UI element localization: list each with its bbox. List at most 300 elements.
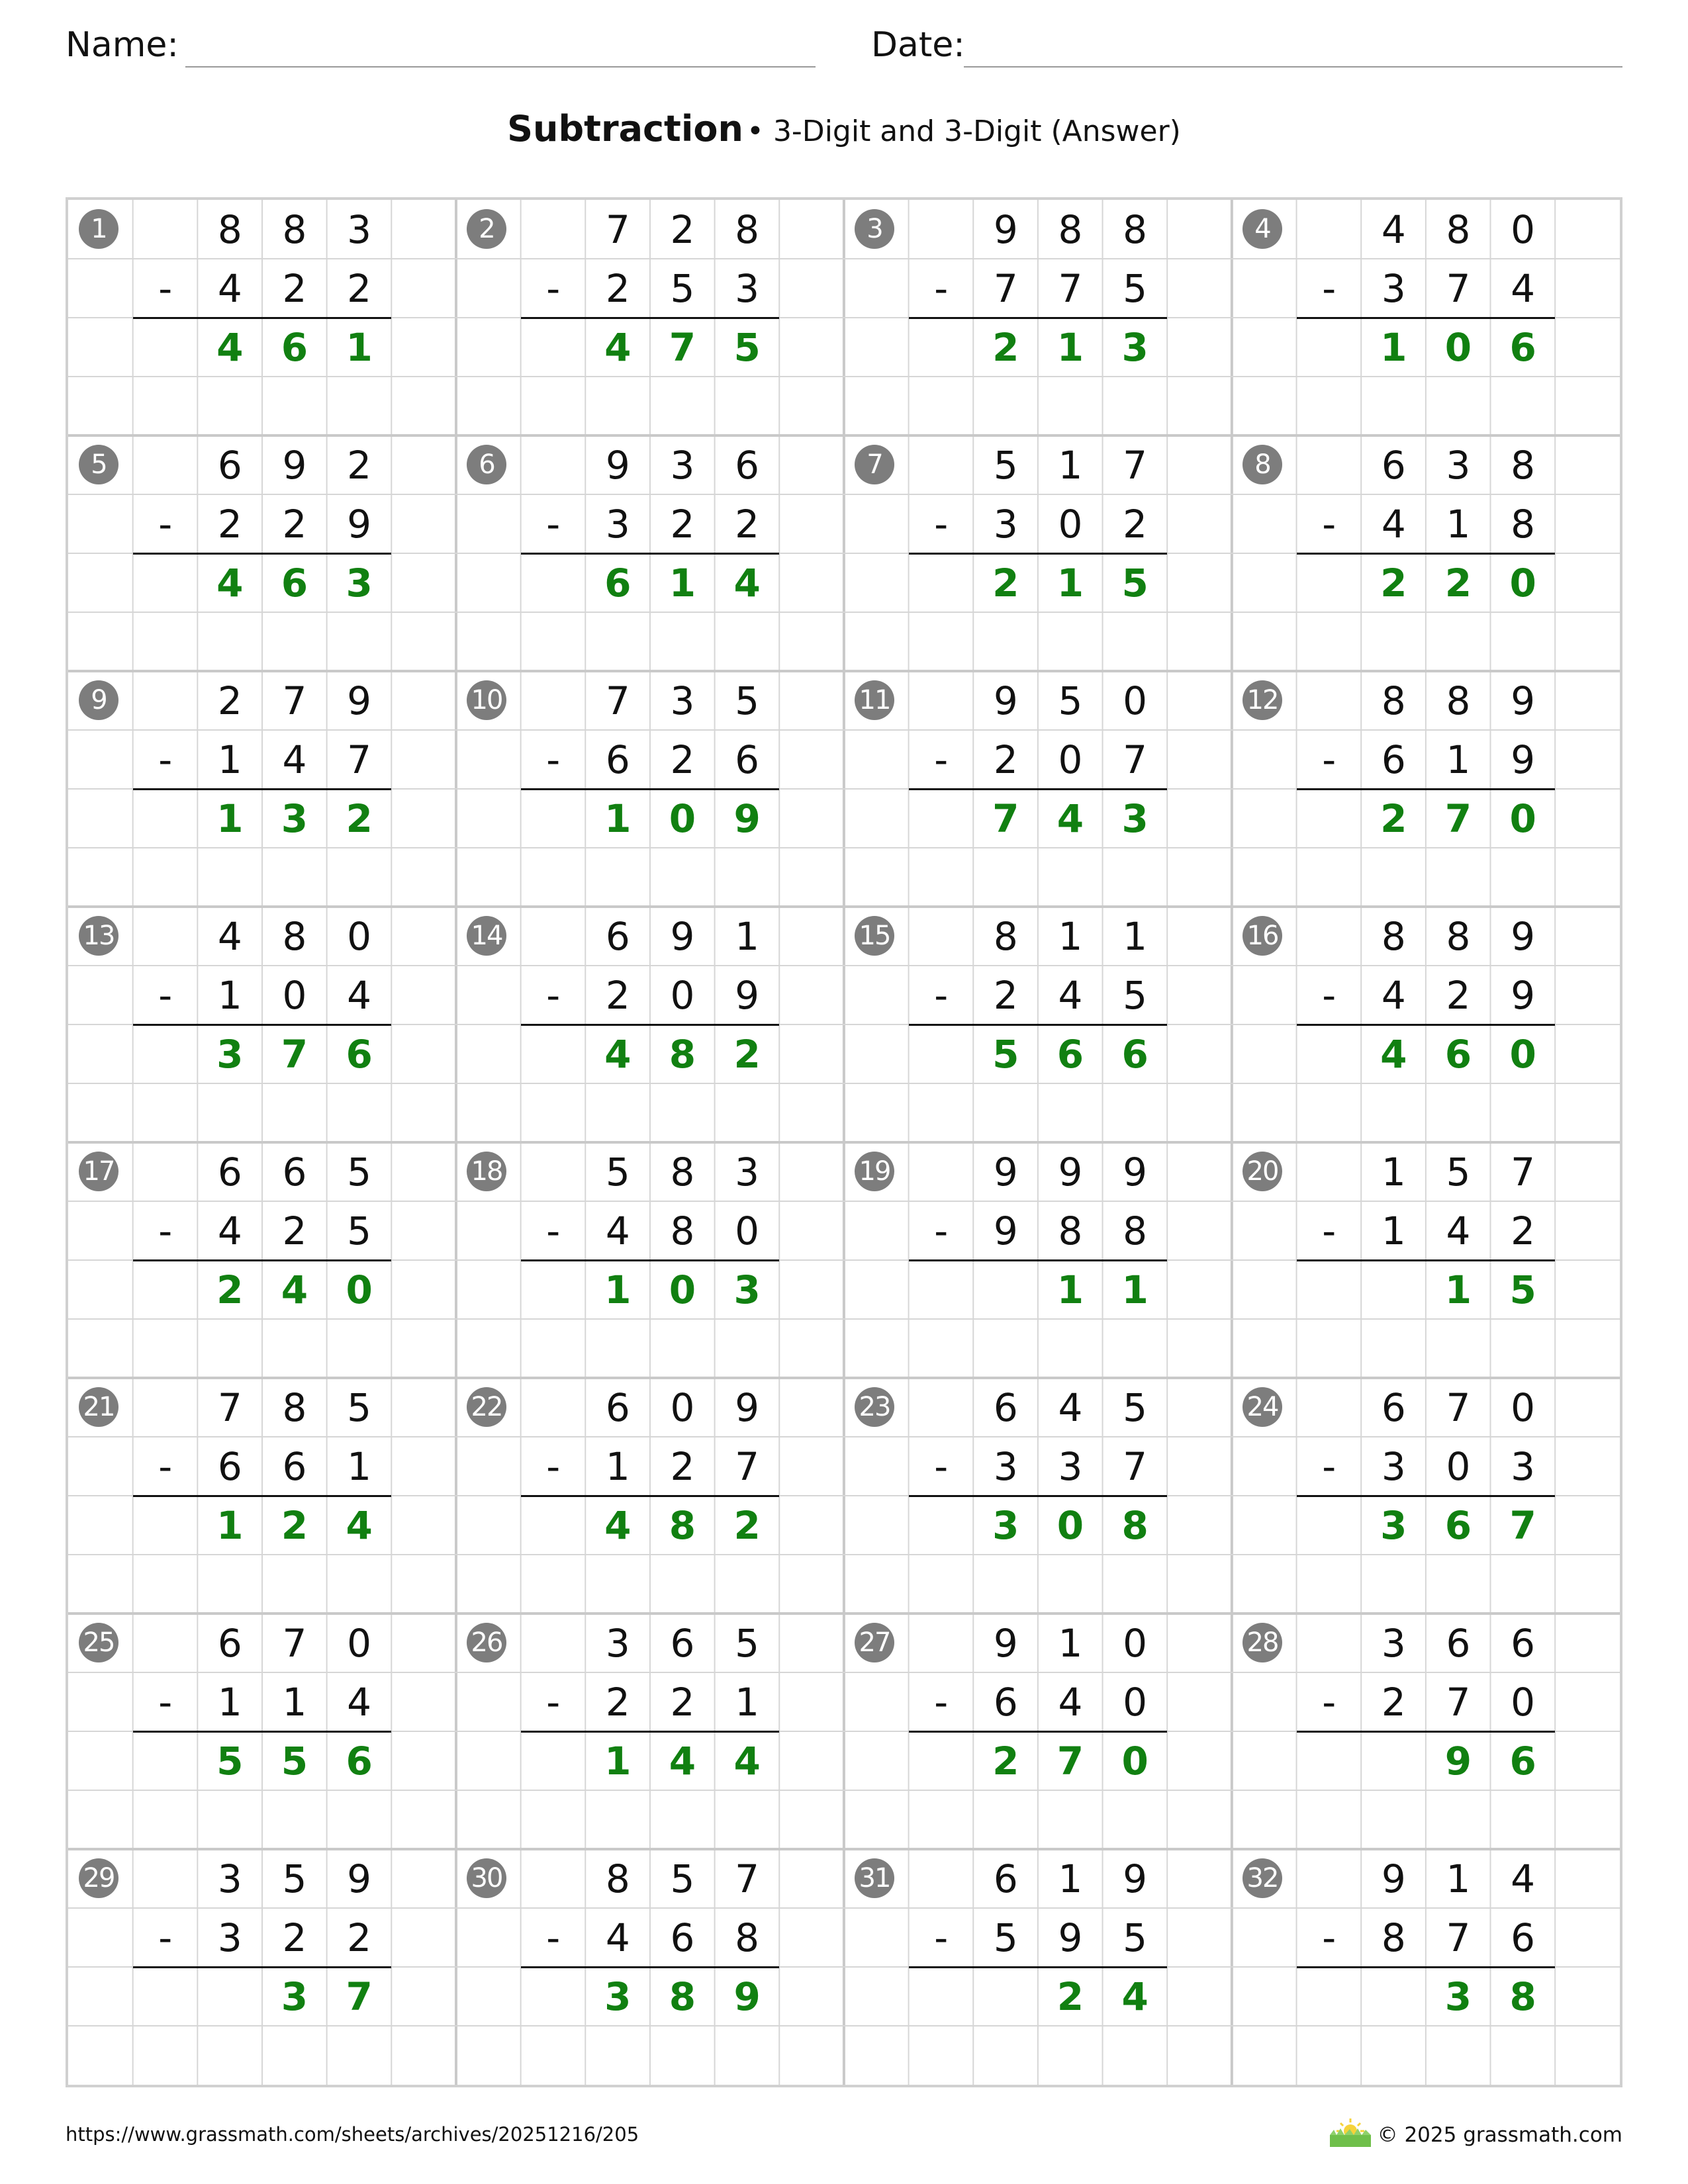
problem-number-badge: 22 xyxy=(467,1387,506,1427)
answer-digit: 1 xyxy=(1056,1267,1084,1312)
minuend-digit: 5 xyxy=(735,1620,760,1666)
minuend-digit: 0 xyxy=(1511,1385,1536,1430)
subtrahend-digit: 3 xyxy=(735,265,760,311)
answer-digit: 5 xyxy=(992,1031,1019,1077)
subtrahend-digit: 3 xyxy=(605,501,630,547)
minuend-digit: 9 xyxy=(282,442,307,488)
problem-number-badge: 14 xyxy=(467,916,506,956)
answer-digit: 4 xyxy=(604,324,632,370)
answer-digit: 3 xyxy=(216,1031,244,1077)
subtrahend-digit: 1 xyxy=(1381,1208,1406,1253)
minuend-digit: 7 xyxy=(1511,1149,1536,1195)
answer-digit: 4 xyxy=(1056,796,1084,841)
answer-digit: 5 xyxy=(1509,1267,1536,1312)
minus-sign: - xyxy=(1322,1208,1336,1253)
problem-number-badge: 18 xyxy=(467,1152,506,1191)
minuend-digit: 8 xyxy=(993,913,1018,959)
answer-digit: 6 xyxy=(346,1738,373,1784)
answer-rule xyxy=(521,1731,780,1733)
subtrahend-digit: 2 xyxy=(282,501,307,547)
answer-rule xyxy=(521,317,780,319)
subtrahend-digit: 3 xyxy=(993,501,1018,547)
minus-sign: - xyxy=(1322,972,1336,1018)
problem-number-badge: 32 xyxy=(1243,1858,1282,1898)
subtrahend-digit: 9 xyxy=(735,972,760,1018)
minus-sign: - xyxy=(934,1679,949,1725)
subtrahend-digit: 2 xyxy=(670,1679,695,1725)
answer-digit: 6 xyxy=(1444,1031,1472,1077)
minuend-digit: 3 xyxy=(670,678,695,723)
answer-digit: 3 xyxy=(733,1267,761,1312)
answer-digit: 1 xyxy=(216,1502,244,1548)
problem-number-badge: 3 xyxy=(855,209,894,249)
subtrahend-digit: 2 xyxy=(670,501,695,547)
subtrahend-digit: 9 xyxy=(347,501,372,547)
answer-digit: 4 xyxy=(281,1267,308,1312)
subtrahend-digit: 3 xyxy=(993,1443,1018,1489)
problem-number-badge: 20 xyxy=(1243,1152,1282,1191)
minuend-digit: 9 xyxy=(993,1149,1018,1195)
minuend-digit: 6 xyxy=(282,1149,307,1195)
subtrahend-digit: 2 xyxy=(217,501,242,547)
minuend-digit: 1 xyxy=(1381,1149,1406,1195)
answer-digit: 4 xyxy=(604,1502,632,1548)
subtrahend-digit: 1 xyxy=(1446,501,1471,547)
title-subtitle: • 3-Digit and 3-Digit (Answer) xyxy=(747,114,1181,148)
answer-digit: 0 xyxy=(1509,796,1536,841)
problem-number-badge: 24 xyxy=(1243,1387,1282,1427)
minuend-digit: 6 xyxy=(993,1385,1018,1430)
minuend-digit: 9 xyxy=(347,1856,372,1901)
subtrahend-digit: 7 xyxy=(735,1443,760,1489)
minuend-digit: 3 xyxy=(217,1856,242,1901)
answer-rule xyxy=(521,1495,780,1497)
minuend-digit: 2 xyxy=(670,206,695,252)
subtrahend-digit: 2 xyxy=(1446,972,1471,1018)
subtrahend-digit: 3 xyxy=(1381,1443,1406,1489)
date-line[interactable] xyxy=(964,66,1622,68)
footer-url[interactable]: https://www.grassmath.com/sheets/archives/20251216/205 xyxy=(66,2123,639,2146)
answer-digit: 1 xyxy=(346,324,373,370)
minus-sign: - xyxy=(158,265,173,311)
answer-rule xyxy=(1297,553,1556,555)
answer-digit: 2 xyxy=(346,796,373,841)
minus-sign: - xyxy=(934,972,949,1018)
subtrahend-digit: 1 xyxy=(1446,737,1471,782)
subtrahend-digit: 4 xyxy=(347,1679,372,1725)
minuend-digit: 3 xyxy=(605,1620,630,1666)
answer-digit: 3 xyxy=(346,560,373,606)
minuend-digit: 7 xyxy=(605,206,630,252)
subtrahend-digit: 6 xyxy=(1381,737,1406,782)
answer-digit: 4 xyxy=(1380,1031,1407,1077)
answer-digit: 6 xyxy=(1121,1031,1149,1077)
answer-digit: 3 xyxy=(1121,796,1149,841)
answer-rule xyxy=(909,1259,1168,1261)
subtrahend-digit: 5 xyxy=(1123,1915,1148,1960)
minuend-digit: 8 xyxy=(605,1856,630,1901)
minus-sign: - xyxy=(1322,1443,1336,1489)
subtrahend-digit: 9 xyxy=(1511,972,1536,1018)
minus-sign: - xyxy=(158,972,173,1018)
subtrahend-digit: 2 xyxy=(282,1208,307,1253)
minuend-digit: 7 xyxy=(1446,1385,1471,1430)
minuend-digit: 1 xyxy=(1058,442,1083,488)
subtrahend-digit: 3 xyxy=(1511,1443,1536,1489)
answer-digit: 9 xyxy=(733,1974,761,2019)
minuend-digit: 8 xyxy=(1058,206,1083,252)
subtrahend-digit: 4 xyxy=(605,1915,630,1960)
minuend-digit: 5 xyxy=(993,442,1018,488)
problem-number-badge: 27 xyxy=(855,1623,894,1662)
subtrahend-digit: 9 xyxy=(1511,737,1536,782)
subtrahend-digit: 7 xyxy=(1446,265,1471,311)
answer-digit: 7 xyxy=(281,1031,308,1077)
minuend-digit: 6 xyxy=(993,1856,1018,1901)
minuend-digit: 9 xyxy=(605,442,630,488)
minus-sign: - xyxy=(934,265,949,311)
answer-rule xyxy=(1297,317,1556,319)
subtrahend-digit: 1 xyxy=(347,1443,372,1489)
answer-digit: 1 xyxy=(604,1267,632,1312)
problem-number-badge: 11 xyxy=(855,680,894,720)
minuend-digit: 9 xyxy=(993,206,1018,252)
subtrahend-digit: 0 xyxy=(1446,1443,1471,1489)
minuend-digit: 5 xyxy=(735,678,760,723)
minuend-digit: 8 xyxy=(1446,678,1471,723)
answer-digit: 2 xyxy=(992,560,1019,606)
minuend-digit: 1 xyxy=(1123,913,1148,959)
subtrahend-digit: 1 xyxy=(282,1679,307,1725)
problem-number-badge: 21 xyxy=(79,1387,118,1427)
minuend-digit: 6 xyxy=(1381,1385,1406,1430)
subtrahend-digit: 7 xyxy=(1446,1679,1471,1725)
minuend-digit: 6 xyxy=(217,1620,242,1666)
minuend-digit: 4 xyxy=(1058,1385,1083,1430)
answer-digit: 8 xyxy=(669,1502,696,1548)
answer-rule xyxy=(133,1731,392,1733)
minuend-digit: 1 xyxy=(1058,913,1083,959)
subtrahend-digit: 2 xyxy=(670,1443,695,1489)
answer-rule xyxy=(1297,1731,1556,1733)
problem-number-badge: 30 xyxy=(467,1858,506,1898)
minuend-digit: 3 xyxy=(670,442,695,488)
answer-digit: 5 xyxy=(216,1738,244,1784)
problem-number-badge: 6 xyxy=(467,445,506,484)
name-line[interactable] xyxy=(185,66,816,68)
answer-rule xyxy=(909,1024,1168,1026)
problem-number-badge: 4 xyxy=(1243,209,1282,249)
answer-rule xyxy=(909,788,1168,790)
answer-digit: 1 xyxy=(1056,560,1084,606)
subtrahend-digit: 8 xyxy=(1058,1208,1083,1253)
answer-rule xyxy=(521,1966,780,1968)
minuend-digit: 8 xyxy=(282,206,307,252)
minus-sign: - xyxy=(546,265,561,311)
answer-rule xyxy=(133,1966,392,1968)
answer-digit: 1 xyxy=(1121,1267,1149,1312)
minuend-digit: 8 xyxy=(670,1149,695,1195)
answer-digit: 4 xyxy=(733,1738,761,1784)
subtrahend-digit: 2 xyxy=(347,1915,372,1960)
minus-sign: - xyxy=(546,501,561,547)
answer-digit: 0 xyxy=(1121,1738,1149,1784)
subtrahend-digit: 4 xyxy=(1381,501,1406,547)
answer-digit: 3 xyxy=(281,1974,308,2019)
subtrahend-digit: 2 xyxy=(605,972,630,1018)
answer-digit: 6 xyxy=(1444,1502,1472,1548)
answer-digit: 3 xyxy=(1380,1502,1407,1548)
minuend-digit: 4 xyxy=(217,913,242,959)
subtrahend-digit: 1 xyxy=(605,1443,630,1489)
answer-digit: 2 xyxy=(1380,560,1407,606)
answer-digit: 5 xyxy=(733,324,761,370)
minus-sign: - xyxy=(1322,737,1336,782)
subtrahend-digit: 6 xyxy=(670,1915,695,1960)
answer-digit: 3 xyxy=(604,1974,632,2019)
minuend-digit: 6 xyxy=(217,1149,242,1195)
subtrahend-digit: 4 xyxy=(605,1208,630,1253)
minuend-digit: 0 xyxy=(670,1385,695,1430)
answer-digit: 8 xyxy=(669,1974,696,2019)
problem-number-badge: 9 xyxy=(79,680,118,720)
minuend-digit: 6 xyxy=(1511,1620,1536,1666)
answer-digit: 7 xyxy=(1444,796,1472,841)
subtrahend-digit: 2 xyxy=(605,1679,630,1725)
minuend-digit: 6 xyxy=(735,442,760,488)
problem-number-badge: 15 xyxy=(855,916,894,956)
subtrahend-digit: 7 xyxy=(1123,737,1148,782)
subtrahend-digit: 3 xyxy=(1058,1443,1083,1489)
answer-digit: 3 xyxy=(992,1502,1019,1548)
answer-rule xyxy=(1297,1259,1556,1261)
problem-number-badge: 13 xyxy=(79,916,118,956)
minus-sign: - xyxy=(158,501,173,547)
answer-digit: 4 xyxy=(216,560,244,606)
subtrahend-digit: 2 xyxy=(670,737,695,782)
minuend-digit: 8 xyxy=(735,206,760,252)
minuend-digit: 8 xyxy=(282,1385,307,1430)
minuend-digit: 0 xyxy=(1511,206,1536,252)
answer-digit: 9 xyxy=(733,796,761,841)
minus-sign: - xyxy=(1322,1915,1336,1960)
subtrahend-digit: 1 xyxy=(217,1679,242,1725)
answer-digit: 4 xyxy=(733,560,761,606)
answer-digit: 3 xyxy=(281,796,308,841)
minuend-digit: 0 xyxy=(1123,1620,1148,1666)
minus-sign: - xyxy=(158,1208,173,1253)
subtrahend-digit: 4 xyxy=(282,737,307,782)
subtrahend-digit: 8 xyxy=(1381,1915,1406,1960)
subtrahend-digit: 1 xyxy=(735,1679,760,1725)
answer-digit: 2 xyxy=(992,1738,1019,1784)
minuend-digit: 6 xyxy=(1446,1620,1471,1666)
subtrahend-digit: 2 xyxy=(993,737,1018,782)
minuend-digit: 7 xyxy=(605,678,630,723)
minuend-digit: 6 xyxy=(1381,442,1406,488)
answer-rule xyxy=(909,317,1168,319)
minus-sign: - xyxy=(546,1679,561,1725)
answer-digit: 4 xyxy=(1121,1974,1149,2019)
answer-digit: 6 xyxy=(1509,1738,1536,1784)
subtrahend-digit: 4 xyxy=(347,972,372,1018)
minus-sign: - xyxy=(158,1915,173,1960)
answer-digit: 7 xyxy=(669,324,696,370)
subtrahend-digit: 4 xyxy=(1446,1208,1471,1253)
minuend-digit: 6 xyxy=(605,1385,630,1430)
answer-digit: 1 xyxy=(1444,1267,1472,1312)
subtrahend-digit: 2 xyxy=(735,501,760,547)
subtrahend-digit: 7 xyxy=(1058,265,1083,311)
minus-sign: - xyxy=(934,501,949,547)
answer-rule xyxy=(133,1024,392,1026)
answer-rule xyxy=(909,553,1168,555)
answer-rule xyxy=(1297,1966,1556,1968)
minuend-digit: 8 xyxy=(1123,206,1148,252)
subtrahend-digit: 3 xyxy=(1381,265,1406,311)
subtrahend-digit: 1 xyxy=(217,737,242,782)
minuend-digit: 3 xyxy=(1446,442,1471,488)
subtrahend-digit: 7 xyxy=(1446,1915,1471,1960)
answer-rule xyxy=(521,553,780,555)
answer-rule xyxy=(1297,1495,1556,1497)
minuend-digit: 9 xyxy=(347,678,372,723)
subtrahend-digit: 0 xyxy=(1058,501,1083,547)
answer-digit: 7 xyxy=(1509,1502,1536,1548)
minus-sign: - xyxy=(934,737,949,782)
subtrahend-digit: 6 xyxy=(282,1443,307,1489)
answer-digit: 4 xyxy=(216,324,244,370)
minuend-digit: 5 xyxy=(347,1385,372,1430)
minus-sign: - xyxy=(934,1915,949,1960)
problem-number-badge: 31 xyxy=(855,1858,894,1898)
minuend-digit: 0 xyxy=(1123,678,1148,723)
subtrahend-digit: 5 xyxy=(1123,972,1148,1018)
minus-sign: - xyxy=(934,1208,949,1253)
answer-rule xyxy=(521,788,780,790)
problem-number-badge: 17 xyxy=(79,1152,118,1191)
answer-digit: 2 xyxy=(216,1267,244,1312)
minuend-digit: 1 xyxy=(1058,1620,1083,1666)
answer-digit: 2 xyxy=(733,1502,761,1548)
minuend-digit: 7 xyxy=(217,1385,242,1430)
subtrahend-digit: 8 xyxy=(1123,1208,1148,1253)
problem-number-badge: 26 xyxy=(467,1623,506,1662)
minuend-digit: 9 xyxy=(1511,913,1536,959)
subtrahend-digit: 4 xyxy=(217,265,242,311)
problem-number-badge: 12 xyxy=(1243,680,1282,720)
answer-digit: 0 xyxy=(1056,1502,1084,1548)
minuend-digit: 9 xyxy=(993,678,1018,723)
problem-number-badge: 23 xyxy=(855,1387,894,1427)
subtrahend-digit: 2 xyxy=(1381,1679,1406,1725)
minuend-digit: 9 xyxy=(1058,1149,1083,1195)
minuend-digit: 0 xyxy=(347,913,372,959)
minus-sign: - xyxy=(158,737,173,782)
minuend-digit: 8 xyxy=(1381,678,1406,723)
answer-digit: 1 xyxy=(1380,324,1407,370)
subtrahend-digit: 2 xyxy=(993,972,1018,1018)
answer-digit: 8 xyxy=(669,1031,696,1077)
answer-digit: 7 xyxy=(1056,1738,1084,1784)
subtrahend-digit: 8 xyxy=(1511,501,1536,547)
minuend-digit: 9 xyxy=(735,1385,760,1430)
minus-sign: - xyxy=(1322,1679,1336,1725)
subtrahend-digit: 6 xyxy=(735,737,760,782)
answer-rule xyxy=(133,1495,392,1497)
answer-digit: 1 xyxy=(604,1738,632,1784)
subtrahend-digit: 2 xyxy=(347,265,372,311)
date-label: Date: xyxy=(871,25,965,65)
answer-rule xyxy=(133,553,392,555)
page-title xyxy=(0,106,1688,161)
subtrahend-digit: 0 xyxy=(1123,1679,1148,1725)
minuend-digit: 9 xyxy=(993,1620,1018,1666)
minuend-digit: 5 xyxy=(1058,678,1083,723)
answer-digit: 0 xyxy=(669,796,696,841)
minuend-digit: 8 xyxy=(217,206,242,252)
minuend-digit: 9 xyxy=(670,913,695,959)
minuend-digit: 0 xyxy=(347,1620,372,1666)
answer-digit: 1 xyxy=(1056,324,1084,370)
minuend-digit: 4 xyxy=(1381,206,1406,252)
answer-rule xyxy=(133,1259,392,1261)
answer-digit: 3 xyxy=(1121,324,1149,370)
answer-digit: 2 xyxy=(281,1502,308,1548)
subtrahend-digit: 5 xyxy=(1123,265,1148,311)
minuend-digit: 7 xyxy=(282,678,307,723)
problem-number-badge: 16 xyxy=(1243,916,1282,956)
minus-sign: - xyxy=(546,1443,561,1489)
answer-digit: 6 xyxy=(281,324,308,370)
minus-sign: - xyxy=(546,737,561,782)
answer-digit: 6 xyxy=(1056,1031,1084,1077)
subtrahend-digit: 6 xyxy=(605,737,630,782)
answer-rule xyxy=(133,317,392,319)
problem-grid xyxy=(66,197,1622,2087)
minuend-digit: 4 xyxy=(1511,1856,1536,1901)
answer-rule xyxy=(1297,1024,1556,1026)
answer-rule xyxy=(133,788,392,790)
answer-digit: 0 xyxy=(1444,324,1472,370)
subtrahend-digit: 3 xyxy=(217,1915,242,1960)
minuend-digit: 5 xyxy=(1123,1385,1148,1430)
minuend-digit: 5 xyxy=(670,1856,695,1901)
subtrahend-digit: 2 xyxy=(605,265,630,311)
minuend-digit: 7 xyxy=(282,1620,307,1666)
answer-digit: 0 xyxy=(669,1267,696,1312)
subtrahend-digit: 2 xyxy=(1511,1208,1536,1253)
subtrahend-digit: 9 xyxy=(993,1208,1018,1253)
subtrahend-digit: 4 xyxy=(1511,265,1536,311)
subtrahend-digit: 4 xyxy=(217,1208,242,1253)
minuend-digit: 5 xyxy=(347,1149,372,1195)
minus-sign: - xyxy=(546,972,561,1018)
answer-rule xyxy=(909,1495,1168,1497)
answer-rule xyxy=(1297,788,1556,790)
subtrahend-digit: 5 xyxy=(670,265,695,311)
minuend-digit: 6 xyxy=(217,442,242,488)
minuend-digit: 8 xyxy=(1446,206,1471,252)
subtrahend-digit: 1 xyxy=(217,972,242,1018)
problem-number-badge: 28 xyxy=(1243,1623,1282,1662)
name-label: Name: xyxy=(66,25,179,65)
answer-digit: 4 xyxy=(346,1502,373,1548)
minuend-digit: 7 xyxy=(735,1856,760,1901)
minuend-digit: 8 xyxy=(282,913,307,959)
subtrahend-digit: 4 xyxy=(1058,972,1083,1018)
answer-rule xyxy=(521,1024,780,1026)
